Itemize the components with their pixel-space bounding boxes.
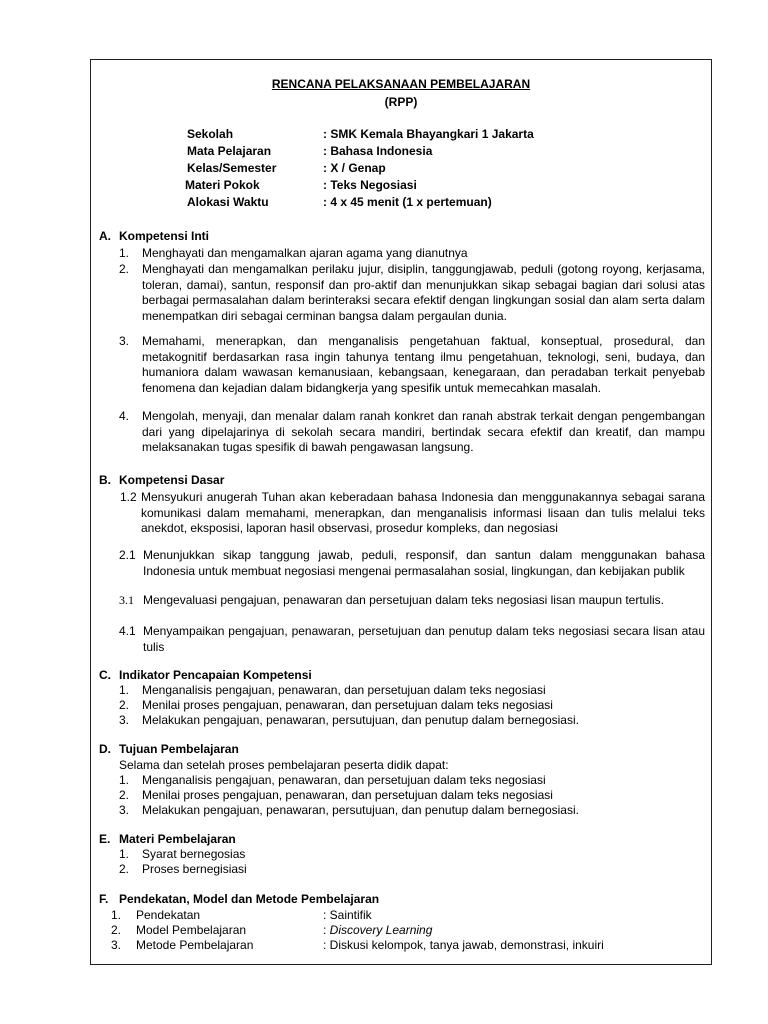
meta-value: : Bahasa Indonesia (323, 144, 433, 158)
section-letter: D. (99, 742, 111, 756)
item-number: 3. (119, 713, 130, 727)
item-label: Metode Pembelajaran (136, 938, 254, 952)
section-f-heading (99, 891, 379, 907)
list-item (119, 698, 705, 714)
item-text: Menganalisis pengajuan, penawaran, dan persetujuan dalam teks negosiasi (142, 683, 546, 697)
item-number: 1. (119, 683, 130, 697)
meta-value: : SMK Kemala Bhayangkari 1 Jakarta (323, 127, 534, 141)
item-number: 2. (119, 862, 130, 876)
item-value (323, 923, 432, 938)
item-number: 1. (111, 908, 122, 922)
item-text: Proses bernegisiasi (142, 862, 247, 876)
item-text: Menyampaikan pengajuan, penawaran, persetujuan dan penutup dalam teks negosiasi secara lisan atau tulis (143, 624, 705, 654)
item-text: Menunjukkan sikap tanggung jawab, peduli, responsif, dan santun dalam menggunakan bahasa Indonesia untuk membuat negosiasi mengenai permasalahan sosial, lingkungan, dan kebijakan publik (143, 548, 705, 578)
item-number: 4. (119, 409, 130, 423)
document-title: RENCANA PELAKSANAAN PEMBELAJARAN (271, 77, 531, 91)
item-number: 2. (111, 923, 122, 937)
item-label: Model Pembelajaran (136, 923, 247, 937)
list-item (119, 788, 705, 804)
section-letter: B. (99, 473, 111, 487)
section-letter: A. (99, 229, 111, 243)
list-item (119, 246, 705, 262)
section-intro: Selama dan setelah proses pembelajaran peserta didik dapat: (119, 758, 449, 772)
item-number: 4.1 (119, 624, 136, 638)
item-number: 3. (111, 938, 122, 952)
item-text: Syarat bernegosias (142, 847, 246, 861)
meta-value: : X / Genap (323, 161, 386, 175)
item-text: Melakukan pengajuan, penawaran, persutujuan, dan penutup dalam bernegosiasi. (142, 803, 579, 817)
item-value: : Saintifik (323, 908, 372, 922)
item-text: Menganalisis pengajuan, penawaran, dan persetujuan dalam teks negosiasi (142, 773, 546, 787)
item-number: 1. (119, 246, 130, 260)
item-text: Mensyukuri anugerah Tuhan akan keberadaan bahasa Indonesia dan menggunakannya sebagai sarana komunikasi dalam memahami, menerapkan, dan menganalisis informasi lisaan dan tulis melalui teks anekdot, eksposisi, laporan hasil observasi, prosedur kompleks, dan negosiasi (141, 490, 705, 536)
item-number: 3.1 (119, 593, 134, 607)
item-label: Pendekatan (136, 908, 201, 922)
item-number: 2. (119, 788, 130, 802)
list-item (119, 548, 705, 579)
item-value-italic: Discovery Learning (329, 923, 433, 937)
list-item (119, 409, 705, 456)
section-letter: E. (99, 832, 111, 846)
section-title: Pendekatan, Model dan Metode Pembelajaran (119, 892, 380, 906)
meta-label: Alokasi Waktu (187, 195, 269, 209)
section-title: Kompetensi Dasar (119, 473, 225, 487)
meta-value: : 4 x 45 menit (1 x pertemuan) (323, 195, 492, 209)
item-value: : Diskusi kelompok, tanya jawab, demonstrasi, inkuiri (323, 938, 604, 952)
list-item (119, 773, 705, 789)
section-c-heading (99, 667, 312, 683)
meta-label: Kelas/Semester (187, 161, 277, 175)
section-title: Tujuan Pembelajaran (119, 742, 239, 756)
item-text: Menghayati dan mengamalkan ajaran agama yang dianutnya (142, 246, 468, 260)
item-text: Melakukan pengajuan, penawaran, persutujuan, dan penutup dalam bernegosiasi. (142, 713, 579, 727)
item-text: Menghayati dan mengamalkan perilaku jujur, disiplin, tanggungjawab, peduli (gotong royong, kerjasama, toleran, damai), santun, responsif dan pro-aktif dan menunjukkan sikap sebagai bagian dari solusi atas berbagai permasalahan dalam berinteraksi secara efektif dengan lingkungan sosial dan alam serta dalam menempatkan diri sebagai cerminan bangsa dalam pergaulan dunia. (142, 262, 705, 323)
item-text: Mengolah, menyaji, dan menalar dalam ranah konkret dan ranah abstrak terkait dengan pengembangan dari yang dipelajarinya di sekolah secara mandiri, bertindak secara efektif dan kreatif, dan mampu melaksanakan tugas spesifik di bawah pengawasan langsung. (142, 409, 705, 455)
item-text: Menilai proses pengajuan, penawaran, dan persetujuan dalam teks negosiasi (142, 698, 553, 712)
section-e-heading (99, 831, 236, 847)
document-subtitle: (RPP) (384, 95, 418, 109)
meta-value: : Teks Negosiasi (323, 178, 417, 192)
item-text: Memahami, menerapkan, dan menganalisis pengetahuan faktual, konseptual, prosedural, dan metakognitif berdasarkan rasa ingin tahunya tentang ilmu pengetahuan, teknologi, seni, budaya, dan humaniora dalam wawasan kemanusiaan, kebangsaan, kenegaraan, dan peradaban terkait penyebab fenomena dan kejadian dalam bidangkerja yang spesifik untuk memecahkan masalah. (142, 334, 705, 395)
item-colon: : (323, 923, 330, 937)
item-number: 1. (119, 773, 130, 787)
document-page (90, 59, 712, 965)
list-item (119, 624, 705, 655)
meta-label: Materi Pokok (185, 178, 260, 192)
section-letter: F. (99, 892, 109, 906)
list-item (119, 713, 705, 729)
list-item (119, 683, 705, 699)
list-item (119, 490, 705, 537)
item-number: 2. (119, 262, 130, 276)
meta-label: Mata Pelajaran (187, 144, 272, 158)
meta-label: Sekolah (187, 127, 234, 141)
item-number: 1. (119, 847, 130, 861)
list-item (119, 593, 705, 609)
list-item (119, 803, 705, 819)
section-letter: C. (99, 668, 111, 682)
section-d-heading (99, 741, 239, 757)
section-title: Indikator Pencapaian Kompetensi (119, 668, 312, 682)
section-title: Materi Pembelajaran (119, 832, 236, 846)
list-item (119, 847, 705, 863)
list-item (119, 334, 705, 396)
item-number: 2.1 (119, 548, 136, 562)
item-text: Mengevaluasi pengajuan, penawaran dan persetujuan dalam teks negosiasi lisan maupun tertulis. (143, 593, 665, 607)
section-title: Kompetensi Inti (119, 229, 210, 243)
item-number: 3. (119, 803, 130, 817)
list-item (119, 862, 705, 878)
section-b-heading (99, 472, 224, 488)
list-item (119, 262, 705, 324)
item-number: 2. (119, 698, 130, 712)
item-number: 1.2 (120, 490, 137, 504)
section-a-heading (99, 228, 209, 244)
item-number: 3. (119, 334, 130, 348)
item-text: Menilai proses pengajuan, penawaran, dan persetujuan dalam teks negosiasi (142, 788, 553, 802)
